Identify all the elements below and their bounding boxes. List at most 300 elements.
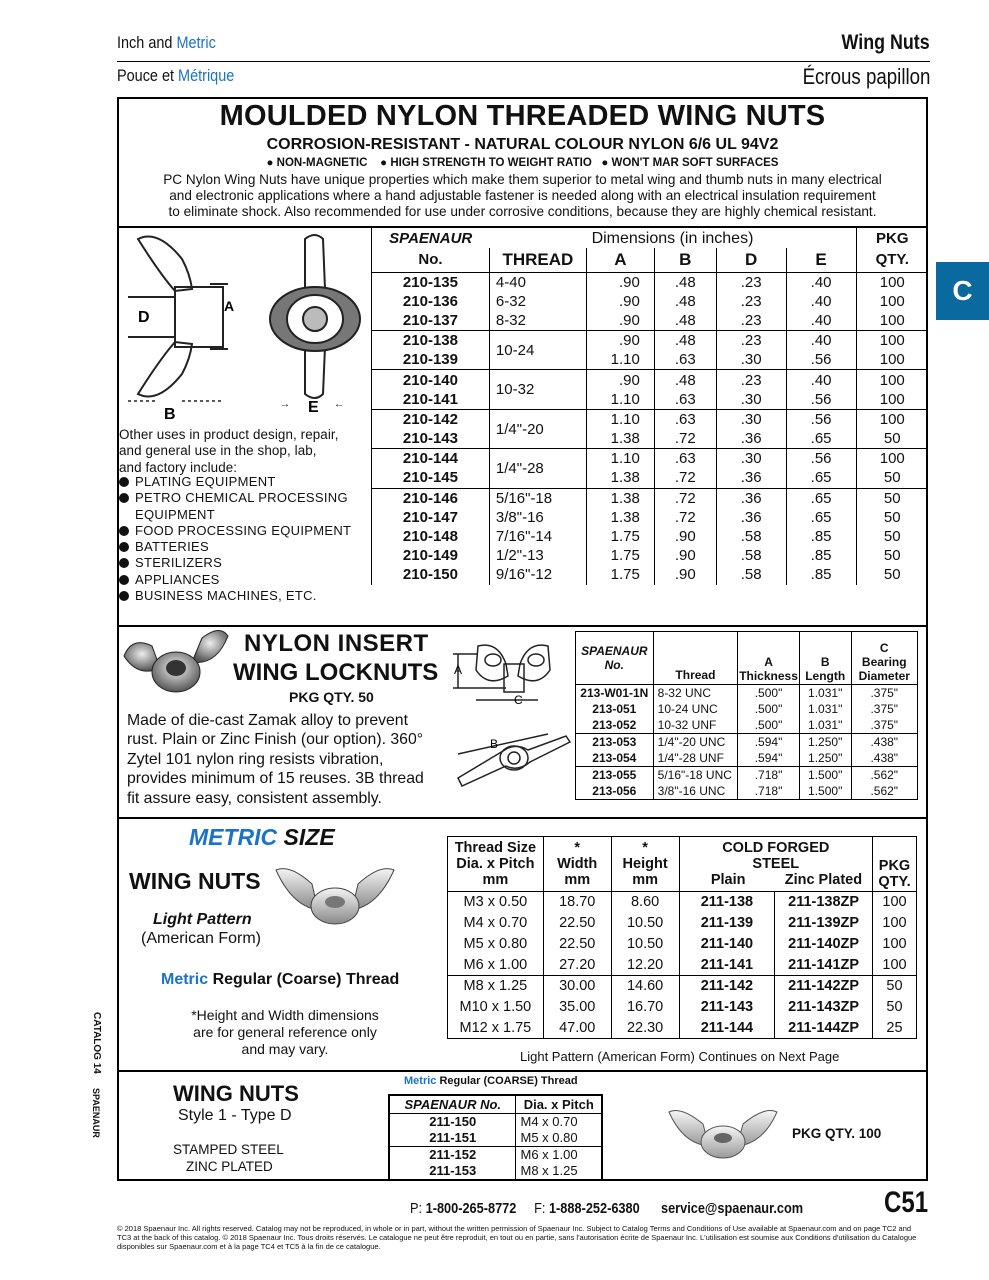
feature-1: NON-MAGNETIC bbox=[276, 157, 368, 169]
width: 22.50 bbox=[543, 913, 611, 934]
dim-d: .30 bbox=[716, 409, 786, 429]
note-line: and may vary. bbox=[241, 1041, 329, 1057]
thread-size: M5 x 0.80 bbox=[448, 934, 544, 955]
thread: 1/4"-28 UNF bbox=[653, 750, 738, 767]
pkg-qty: 100 bbox=[856, 449, 928, 469]
dim-d: .23 bbox=[716, 272, 786, 292]
col-header-b: B bbox=[654, 248, 716, 272]
dim-b: .90 bbox=[654, 546, 716, 565]
width: 22.50 bbox=[543, 934, 611, 955]
dim-d: .23 bbox=[716, 311, 786, 331]
header-line: PKG bbox=[878, 858, 911, 874]
header-title-en: Wing Nuts bbox=[841, 31, 930, 54]
pkg-qty: 100 bbox=[856, 272, 928, 292]
table-row bbox=[389, 1163, 602, 1180]
table-row bbox=[372, 508, 929, 527]
thread: 8-32 UNC bbox=[653, 685, 738, 702]
style-label: Style 1 - Type D bbox=[178, 1107, 292, 1124]
feature-bullet-icon: ● bbox=[601, 157, 612, 169]
thread: 3/8"-16 bbox=[489, 508, 586, 527]
diagram-label-a: A bbox=[224, 298, 235, 314]
bearing-diameter: .438" bbox=[851, 750, 917, 767]
svg-text:→: → bbox=[280, 399, 290, 410]
pkg-qty: 100 bbox=[856, 390, 928, 410]
header-line: Diameter bbox=[858, 669, 910, 683]
section1-description bbox=[117, 172, 928, 220]
dim-d: .23 bbox=[716, 370, 786, 390]
fax-number: 1-888-252-6380 bbox=[548, 1200, 640, 1217]
dim-a: 1.38 bbox=[586, 508, 654, 527]
part-number: 213-054 bbox=[576, 750, 654, 767]
dim-b: .63 bbox=[654, 449, 716, 469]
dim-e: .40 bbox=[786, 311, 856, 331]
table-row bbox=[576, 734, 918, 751]
use-text: EQUIPMENT bbox=[135, 506, 215, 522]
description-line: and electronic applications where a hand adjustable fastener is needed along with an electrical insulation requirement bbox=[169, 188, 876, 203]
width: 47.00 bbox=[543, 1018, 611, 1039]
thread: 4-40 bbox=[489, 272, 586, 292]
col-header-pkg-qty bbox=[873, 837, 917, 892]
list-item bbox=[119, 539, 351, 555]
length: 1.031" bbox=[799, 717, 851, 734]
plain-part: 211-142 bbox=[679, 976, 775, 997]
dim-a: 1.10 bbox=[586, 350, 654, 370]
bearing-diameter: .438" bbox=[851, 734, 917, 751]
section3-divider bbox=[117, 817, 928, 819]
pkg-qty: 50 bbox=[856, 527, 928, 546]
metric-wing-nut-table bbox=[447, 836, 917, 1039]
thickness: .718" bbox=[738, 767, 800, 784]
pkg-qty: 50 bbox=[856, 508, 928, 527]
col-header-thread: THREAD bbox=[489, 248, 586, 272]
table-row bbox=[372, 311, 929, 331]
section4-divider bbox=[117, 1070, 928, 1072]
list-item bbox=[119, 572, 351, 588]
dim-b: .72 bbox=[654, 468, 716, 488]
part-number: 211-153 bbox=[389, 1163, 516, 1180]
header-line: Length bbox=[805, 669, 846, 683]
part-number: 213-052 bbox=[576, 717, 654, 734]
header-line: QTY. bbox=[878, 874, 911, 890]
bearing-diameter: .375" bbox=[851, 717, 917, 734]
bearing-diameter: .375" bbox=[851, 701, 917, 717]
part-number: 210-135 bbox=[402, 273, 458, 291]
thread-size: M4 x 0.70 bbox=[448, 913, 544, 934]
height: 10.50 bbox=[611, 934, 679, 955]
part-number: 211-150 bbox=[389, 1114, 516, 1131]
dim-d: .36 bbox=[716, 508, 786, 527]
table-row bbox=[389, 1130, 602, 1147]
part-number: 211-151 bbox=[389, 1130, 516, 1147]
dim-d: .36 bbox=[716, 468, 786, 488]
table-row bbox=[576, 767, 918, 784]
uses-intro-line: and factory include: bbox=[119, 459, 238, 475]
use-text: PETRO CHEMICAL PROCESSING bbox=[135, 490, 348, 506]
dim-a: 1.38 bbox=[586, 429, 654, 449]
zinc-part: 211-144ZP bbox=[775, 1018, 873, 1039]
dim-b: .63 bbox=[654, 390, 716, 410]
header-line: Thickness bbox=[739, 669, 798, 683]
dim-d: .58 bbox=[716, 565, 786, 584]
metric-wing-nut-photo bbox=[272, 862, 398, 930]
bearing-diameter: .375" bbox=[851, 685, 917, 702]
metric-wing-nuts-title: WING NUTS bbox=[129, 868, 261, 894]
table-row bbox=[576, 783, 918, 800]
header-plain: Plain bbox=[710, 872, 746, 888]
use-text: BUSINESS MACHINES, ETC. bbox=[135, 588, 317, 604]
height: 16.70 bbox=[611, 997, 679, 1018]
width: 27.20 bbox=[543, 955, 611, 976]
dim-e: .40 bbox=[786, 331, 856, 351]
list-item bbox=[119, 555, 351, 571]
header-category-fr bbox=[117, 66, 234, 86]
dim-d: .30 bbox=[716, 390, 786, 410]
metric-word: METRIC bbox=[189, 824, 278, 850]
description-line: to eliminate shock. Also recommended for use under corrosive conditions, because they are highly chemical resistant. bbox=[168, 204, 877, 219]
description-line: fit assure easy, consistent assembly. bbox=[127, 789, 382, 807]
thread-size: M3 x 0.50 bbox=[448, 892, 544, 913]
table-row bbox=[372, 350, 929, 370]
dia-pitch: M5 x 0.80 bbox=[516, 1130, 602, 1147]
dim-d: .58 bbox=[716, 527, 786, 546]
col-header-cold-forged bbox=[679, 837, 872, 892]
thread-size: M8 x 1.25 bbox=[448, 976, 544, 997]
plain-part: 211-138 bbox=[679, 892, 775, 913]
dia-pitch: M8 x 1.25 bbox=[516, 1163, 602, 1180]
part-number: 210-145 bbox=[402, 469, 458, 487]
dim-e: .56 bbox=[786, 390, 856, 410]
stamped-thread-label bbox=[404, 1075, 578, 1087]
plain-part: 211-139 bbox=[679, 913, 775, 934]
table-row bbox=[372, 429, 929, 449]
pkg-qty: 100 bbox=[856, 292, 928, 311]
part-number: 210-143 bbox=[402, 430, 458, 448]
header-line: C bbox=[879, 641, 889, 655]
thread: 1/4"-28 bbox=[489, 449, 586, 488]
dim-a: .90 bbox=[586, 331, 654, 351]
dim-e: .65 bbox=[786, 468, 856, 488]
metric-word: Metric bbox=[404, 1075, 437, 1087]
use-text: BATTERIES bbox=[135, 539, 209, 555]
table-row bbox=[372, 292, 929, 311]
col-header-dimensions: Dimensions (in inches) bbox=[591, 229, 754, 247]
header-line: B bbox=[820, 655, 830, 669]
dim-e: .56 bbox=[786, 409, 856, 429]
length: 1.250" bbox=[799, 750, 851, 767]
thread: 10-24 UNC bbox=[653, 701, 738, 717]
table-row bbox=[448, 976, 917, 997]
table-row bbox=[576, 701, 918, 717]
part-number: 213-056 bbox=[576, 783, 654, 800]
uses-intro bbox=[119, 427, 339, 476]
header-zinc: Zinc Plated bbox=[784, 872, 863, 888]
zinc-plated-label: ZINC PLATED bbox=[186, 1159, 273, 1174]
table-row bbox=[372, 409, 929, 429]
dim-d: .30 bbox=[716, 449, 786, 469]
stamped-wing-nuts-title: WING NUTS bbox=[173, 1081, 299, 1106]
part-number: 210-147 bbox=[402, 508, 458, 526]
email-link[interactable]: service@spaenaur.com bbox=[660, 1200, 804, 1217]
dim-a: 1.75 bbox=[586, 527, 654, 546]
feature-bullet-icon: ● bbox=[380, 157, 391, 169]
feature-3: WON'T MAR SOFT SURFACES bbox=[611, 157, 779, 169]
part-number: 210-146 bbox=[402, 489, 458, 507]
dim-b: .63 bbox=[654, 409, 716, 429]
table-row bbox=[448, 997, 917, 1018]
col-header-b-length bbox=[799, 632, 851, 685]
nylon-wing-nut-table bbox=[371, 228, 928, 585]
header-line: STEEL bbox=[752, 856, 800, 872]
table-row bbox=[448, 913, 917, 934]
thread: 5/16"-18 bbox=[489, 488, 586, 508]
thread-size: M6 x 1.00 bbox=[448, 955, 544, 976]
diagram-label-b: B bbox=[164, 406, 176, 423]
pkg-qty: 100 bbox=[873, 913, 917, 934]
note-line: are for general reference only bbox=[193, 1024, 377, 1040]
col-header-dia-pitch: Dia. x Pitch bbox=[516, 1095, 602, 1114]
wing-locknut-photo bbox=[120, 616, 232, 706]
dimensions-note bbox=[170, 1007, 400, 1058]
metric-thread-label bbox=[161, 971, 399, 989]
dim-e: .40 bbox=[786, 272, 856, 292]
section1-subtitle: CORROSION-RESISTANT - NATURAL COLOUR NYLON 6/6 UL 94V2 bbox=[266, 136, 779, 153]
thread-word: Regular (COARSE) Thread bbox=[436, 1075, 578, 1087]
dim-b: .48 bbox=[654, 311, 716, 331]
col-header-no: No. bbox=[418, 251, 443, 269]
dia-pitch: M4 x 0.70 bbox=[516, 1114, 602, 1131]
header-line: No. bbox=[604, 658, 624, 672]
side-brand-label: SPAENAUR bbox=[91, 1088, 101, 1138]
pkg-qty: 50 bbox=[856, 488, 928, 508]
header-line: Width bbox=[557, 856, 598, 872]
part-number: 213-053 bbox=[576, 734, 654, 751]
table-row bbox=[372, 370, 929, 390]
dim-e: .65 bbox=[786, 508, 856, 527]
legal-notice bbox=[117, 1224, 937, 1251]
dim-e: .65 bbox=[786, 488, 856, 508]
height: 10.50 bbox=[611, 913, 679, 934]
legal-line: disponibles sur Spaenaur.com et à la page TC4 et TC5 à la fin de ce catalogue. bbox=[117, 1242, 381, 1251]
thickness: .718" bbox=[738, 783, 800, 800]
part-number: 210-137 bbox=[402, 311, 458, 329]
use-text: PLATING EQUIPMENT bbox=[135, 474, 276, 489]
part-number: 210-138 bbox=[402, 332, 458, 350]
pkg-qty: 50 bbox=[873, 997, 917, 1018]
length: 1.500" bbox=[799, 783, 851, 800]
bullet-icon bbox=[119, 526, 129, 536]
col-header-spaenaur-no: SPAENAUR No. bbox=[389, 1095, 516, 1114]
phone-label: P: bbox=[410, 1200, 423, 1217]
bullet-icon bbox=[119, 591, 129, 601]
table-row bbox=[372, 565, 929, 584]
plain-part: 211-140 bbox=[679, 934, 775, 955]
dim-a: 1.10 bbox=[586, 390, 654, 410]
table-row bbox=[576, 717, 918, 734]
dim-a: 1.75 bbox=[586, 565, 654, 584]
locknut-diagram bbox=[448, 636, 573, 808]
zinc-part: 211-140ZP bbox=[775, 934, 873, 955]
dim-d: .36 bbox=[716, 488, 786, 508]
length: 1.031" bbox=[799, 685, 851, 702]
pkg-qty: 100 bbox=[856, 311, 928, 331]
phone-link[interactable]: 1-800-265-8772 bbox=[425, 1200, 517, 1217]
dim-a: .90 bbox=[586, 370, 654, 390]
col-header-spaenaur-no bbox=[576, 632, 654, 685]
header-category-en bbox=[117, 33, 216, 53]
table-row bbox=[372, 488, 929, 508]
header-line: mm bbox=[564, 872, 591, 888]
dim-b: .72 bbox=[654, 429, 716, 449]
pkg-qty: 100 bbox=[856, 370, 928, 390]
header-text-fr: Pouce et bbox=[117, 66, 179, 85]
continues-note: Light Pattern (American Form) Continues on Next Page bbox=[520, 1049, 840, 1064]
dim-a: 1.10 bbox=[586, 449, 654, 469]
dim-a: .90 bbox=[586, 311, 654, 331]
part-number: 210-142 bbox=[402, 410, 458, 428]
dim-a: .90 bbox=[586, 292, 654, 311]
header-line: COLD FORGED bbox=[722, 840, 830, 856]
footer-contact bbox=[410, 1200, 803, 1217]
list-item bbox=[119, 490, 351, 506]
bullet-icon bbox=[119, 575, 129, 585]
col-header-width bbox=[543, 837, 611, 892]
section1-title: MOULDED NYLON THREADED WING NUTS bbox=[219, 100, 826, 132]
dim-e: .56 bbox=[786, 449, 856, 469]
stamped-wing-nut-photo bbox=[665, 1104, 781, 1162]
header-line: * bbox=[642, 840, 648, 856]
use-text: APPLIANCES bbox=[135, 571, 220, 587]
side-catalog-label: CATALOG 14 bbox=[91, 1012, 102, 1074]
pkg-qty: 25 bbox=[873, 1018, 917, 1039]
part-number: 213-051 bbox=[576, 701, 654, 717]
part-number: 210-148 bbox=[402, 528, 458, 546]
stamped-steel-label: STAMPED STEEL bbox=[173, 1142, 284, 1157]
table-row bbox=[372, 527, 929, 546]
thread: 7/16"-14 bbox=[489, 527, 586, 546]
description-line: Made of die-cast Zamak alloy to prevent bbox=[127, 712, 408, 729]
pkg-qty: 100 bbox=[856, 331, 928, 351]
list-item bbox=[119, 507, 351, 523]
zinc-part: 211-141ZP bbox=[775, 955, 873, 976]
plain-part: 211-143 bbox=[679, 997, 775, 1018]
use-text: FOOD PROCESSING EQUIPMENT bbox=[135, 522, 352, 538]
header-line: SPAENAUR bbox=[581, 644, 648, 658]
zinc-part: 211-139ZP bbox=[775, 913, 873, 934]
pkg-qty: 50 bbox=[856, 546, 928, 565]
part-number: 210-139 bbox=[402, 351, 458, 369]
header-line: mm bbox=[482, 872, 509, 888]
thread-word: Regular (Coarse) Thread bbox=[208, 971, 400, 988]
stamped-wing-nut-table bbox=[388, 1094, 603, 1181]
pkg-qty: 100 bbox=[873, 955, 917, 976]
col-header-a-thickness bbox=[738, 632, 800, 685]
header-metrique-text: Métrique bbox=[178, 66, 235, 85]
pkg-qty: 50 bbox=[856, 429, 928, 449]
pkg-qty: 100 bbox=[856, 409, 928, 429]
thickness: .594" bbox=[738, 750, 800, 767]
list-item bbox=[119, 474, 351, 490]
dim-b: .48 bbox=[654, 272, 716, 292]
description-line: Zytel 101 nylon ring resists vibration, bbox=[127, 750, 384, 768]
size-word: SIZE bbox=[277, 824, 335, 850]
locknut-pkg: PKG QTY. 50 bbox=[289, 689, 374, 705]
dim-a: 1.38 bbox=[586, 468, 654, 488]
dim-d: .30 bbox=[716, 350, 786, 370]
pkg-qty: 50 bbox=[856, 468, 928, 488]
header-line: mm bbox=[632, 872, 658, 888]
table-row bbox=[448, 1018, 917, 1039]
locknut-title-2: WING LOCKNUTS bbox=[233, 659, 439, 686]
length: 1.031" bbox=[799, 701, 851, 717]
part-number: 210-149 bbox=[402, 547, 458, 565]
height: 14.60 bbox=[611, 976, 679, 997]
light-pattern-label: Light Pattern bbox=[153, 911, 252, 928]
bullet-icon bbox=[119, 493, 129, 503]
list-item bbox=[119, 588, 351, 604]
header-line: Bearing bbox=[861, 655, 907, 669]
use-text: STERILIZERS bbox=[135, 555, 223, 571]
diagram-label-e: E bbox=[308, 399, 319, 416]
table-row bbox=[372, 449, 929, 469]
thread: 10-32 bbox=[489, 370, 586, 409]
header-divider bbox=[117, 61, 930, 62]
part-number: 213-055 bbox=[576, 767, 654, 784]
dim-e: .56 bbox=[786, 350, 856, 370]
bullet-icon bbox=[119, 477, 129, 487]
bearing-diameter: .562" bbox=[851, 767, 917, 784]
dim-d: .23 bbox=[716, 331, 786, 351]
header-text: Inch and bbox=[117, 33, 177, 52]
col-header-c-bearing bbox=[851, 632, 917, 685]
zinc-part: 211-143ZP bbox=[775, 997, 873, 1018]
height: 12.20 bbox=[611, 955, 679, 976]
zinc-part: 211-138ZP bbox=[775, 892, 873, 913]
dim-a: .90 bbox=[586, 272, 654, 292]
section-tab-c[interactable]: C bbox=[936, 262, 989, 320]
description-line: provides minimum of 15 reuses. 3B thread bbox=[127, 770, 424, 788]
legal-line: TC3 at the back of this catalog. © 2018 Spaenaur Inc. Tous droits réservés. Le catalogue ne peut être reproduit, en tout ou en partie, sans l'autorisation écrite de Spaenaur Inc. L'utilisation est soumise aux Conditions d'utilisation du Catalogue bbox=[117, 1233, 917, 1242]
dim-d: .36 bbox=[716, 429, 786, 449]
part-number: 210-144 bbox=[402, 450, 458, 468]
table-row bbox=[372, 546, 929, 565]
header-line: A bbox=[764, 655, 773, 669]
locknut-label-c: C bbox=[514, 693, 523, 707]
thread: 10-32 UNF bbox=[653, 717, 738, 734]
dim-b: .72 bbox=[654, 488, 716, 508]
part-number: 213-W01-1N bbox=[576, 685, 654, 702]
dim-e: .65 bbox=[786, 429, 856, 449]
dim-a: 1.10 bbox=[586, 409, 654, 429]
thread: 1/2"-13 bbox=[489, 546, 586, 565]
height: 22.30 bbox=[611, 1018, 679, 1039]
pkg-qty: 50 bbox=[873, 976, 917, 997]
dim-b: .90 bbox=[654, 527, 716, 546]
dim-d: .58 bbox=[716, 546, 786, 565]
page-number: C51 bbox=[883, 1186, 928, 1219]
thread: 8-32 bbox=[489, 311, 586, 331]
thread: 9/16"-12 bbox=[489, 565, 586, 584]
table-row bbox=[389, 1114, 602, 1131]
thread-size: M12 x 1.75 bbox=[448, 1018, 544, 1039]
part-number: 210-140 bbox=[402, 371, 458, 389]
table-row bbox=[389, 1147, 602, 1164]
description-line: PC Nylon Wing Nuts have unique properties which make them superior to metal wing and thumb nuts in many electrical bbox=[163, 172, 882, 187]
uses-intro-line: and general use in the shop, lab, bbox=[119, 443, 317, 459]
pkg-qty: 50 bbox=[856, 565, 928, 584]
thread: 3/8"-16 UNC bbox=[653, 783, 738, 800]
section1-features bbox=[117, 157, 928, 169]
table-row bbox=[372, 468, 929, 488]
